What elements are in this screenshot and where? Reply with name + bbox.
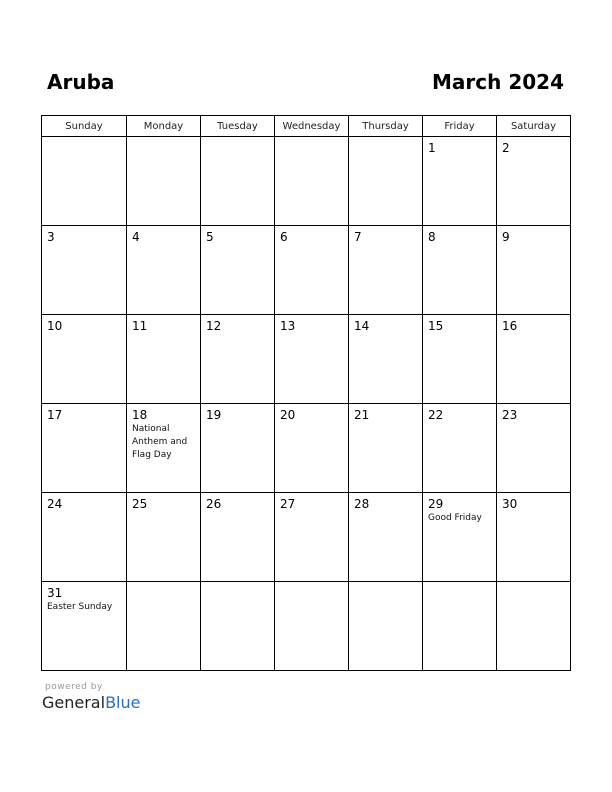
day-cell (275, 226, 349, 315)
day-cell (497, 226, 571, 315)
day-cell (127, 404, 201, 493)
holiday-label: Easter Sunday (47, 602, 113, 612)
brand-logo (42, 682, 140, 712)
day-number (201, 582, 274, 586)
day-number: 30 (502, 497, 518, 511)
weekday-monday: Monday (127, 116, 201, 137)
week-row (42, 404, 571, 493)
week-row (42, 493, 571, 582)
day-cell (275, 137, 349, 226)
day-cell (275, 582, 349, 671)
day-number: 14 (354, 319, 370, 333)
day-cell (275, 404, 349, 493)
week-row (42, 315, 571, 404)
day-cell (349, 137, 423, 226)
day-number: 13 (280, 319, 296, 333)
day-number: 25 (132, 497, 148, 511)
calendar-grid (41, 115, 571, 671)
day-cell (349, 493, 423, 582)
day-cell (42, 137, 127, 226)
month-title: March 2024 (432, 70, 564, 94)
day-cell (127, 315, 201, 404)
day-cell (349, 315, 423, 404)
day-number: 18 (132, 408, 148, 422)
day-cell (201, 315, 275, 404)
day-cell (127, 493, 201, 582)
week-row (42, 226, 571, 315)
day-number (349, 137, 422, 141)
day-number (275, 137, 348, 141)
day-cell (497, 137, 571, 226)
day-number: 28 (354, 497, 370, 511)
day-number: 26 (206, 497, 222, 511)
day-number: 4 (132, 230, 140, 244)
day-cell (127, 137, 201, 226)
weekday-header-row (42, 116, 571, 137)
week-row (42, 137, 571, 226)
holiday-label: Good Friday (428, 513, 482, 523)
day-cell (201, 137, 275, 226)
day-cell (127, 582, 201, 671)
day-number (127, 137, 200, 141)
day-number: 11 (132, 319, 148, 333)
day-cell (42, 226, 127, 315)
weekday-saturday: Saturday (497, 116, 571, 137)
day-number: 10 (47, 319, 63, 333)
day-number: 17 (47, 408, 63, 422)
holiday-label: National Anthem and Flag Day (132, 424, 188, 460)
day-cell (42, 315, 127, 404)
day-number (42, 137, 126, 141)
day-cell (423, 582, 497, 671)
country-title: Aruba (47, 70, 115, 94)
day-cell (497, 315, 571, 404)
day-number: 22 (428, 408, 444, 422)
calendar-header (41, 70, 571, 100)
day-number: 6 (280, 230, 288, 244)
day-number: 8 (428, 230, 436, 244)
day-number: 27 (280, 497, 296, 511)
weekday-sunday: Sunday (42, 116, 127, 137)
day-number: 12 (206, 319, 222, 333)
day-cell (423, 226, 497, 315)
day-cell (42, 582, 127, 671)
day-number: 1 (428, 141, 436, 155)
day-number: 16 (502, 319, 518, 333)
day-cell (127, 226, 201, 315)
day-cell (42, 404, 127, 493)
day-cell (349, 404, 423, 493)
logo-blue: Blue (105, 693, 141, 712)
day-number (423, 582, 496, 586)
day-number (201, 137, 274, 141)
day-cell (423, 315, 497, 404)
day-number (127, 582, 200, 586)
day-number (497, 582, 570, 586)
day-cell (42, 493, 127, 582)
day-cell (349, 226, 423, 315)
day-cell (201, 582, 275, 671)
weekday-thursday: Thursday (349, 116, 423, 137)
day-number: 21 (354, 408, 370, 422)
day-number (349, 582, 422, 586)
day-number (275, 582, 348, 586)
day-cell (423, 493, 497, 582)
week-row (42, 582, 571, 671)
day-number: 9 (502, 230, 510, 244)
day-cell (201, 404, 275, 493)
powered-by-label: powered by (45, 682, 103, 692)
day-cell (497, 582, 571, 671)
day-cell (349, 582, 423, 671)
day-cell (423, 137, 497, 226)
day-number: 23 (502, 408, 518, 422)
day-number: 20 (280, 408, 296, 422)
day-number: 29 (428, 497, 444, 511)
day-number: 19 (206, 408, 222, 422)
day-cell (423, 404, 497, 493)
generalblue-logo (42, 693, 140, 712)
day-number: 2 (502, 141, 510, 155)
day-number: 5 (206, 230, 214, 244)
day-number: 31 (47, 586, 63, 600)
day-number: 24 (47, 497, 63, 511)
day-cell (275, 493, 349, 582)
weekday-friday: Friday (423, 116, 497, 137)
day-number: 3 (47, 230, 55, 244)
logo-general: General (42, 693, 106, 712)
day-cell (497, 493, 571, 582)
day-cell (201, 493, 275, 582)
weekday-wednesday: Wednesday (275, 116, 349, 137)
day-number: 15 (428, 319, 444, 333)
day-cell (275, 315, 349, 404)
day-cell (201, 226, 275, 315)
day-cell (497, 404, 571, 493)
weekday-tuesday: Tuesday (201, 116, 275, 137)
day-number: 7 (354, 230, 362, 244)
